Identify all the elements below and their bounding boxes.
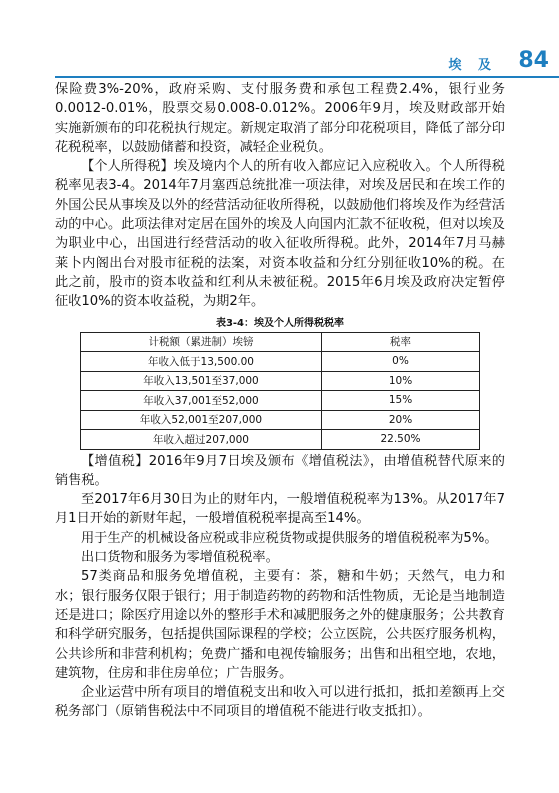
table-cell-bracket: 年收入低于13,500.00 <box>81 352 322 372</box>
table-cell-rate: 15% <box>322 391 480 411</box>
income-tax-rate-table <box>80 332 480 450</box>
table-cell-bracket: 年收入52,001至207,000 <box>81 410 322 430</box>
paragraph-vat-machinery-rate: 用于生产的机械设备应税或非应税货物或提供服务的增值税税率为5%。 <box>81 530 498 546</box>
paragraph-vat-exemptions: 57类商品和服务免增值税，主要有：茶，糖和牛奶；天然气，电力和水；银行服务仅限于银行；用于制造药物的药物和活性物质，无论是当地制造还是进口；除医疗用途以外的整形手术和减肥服务之外的健康服务；公共教育和科学研究服务，包括提供国际课程的学校；公立医院，公共医疗服务机构，公共诊所和非营利机构；免费广播和电视传输服务；出售和出租空地，农地，建筑物，住房和非住房单位；广告服务。 <box>55 569 505 681</box>
table-row <box>81 410 480 430</box>
table-row <box>81 430 480 450</box>
table-cell-rate: 0% <box>322 352 480 372</box>
table-header-row <box>81 332 480 352</box>
paragraph-vat-general-rate: 至2017年6月30日为止的财年内，一般增值税税率为13%。从2017年7月1日开始的新财年起，一般增值税税率提高至14%。 <box>55 492 505 527</box>
page-number: 84 <box>518 48 549 73</box>
table-row <box>81 352 480 372</box>
table-row <box>81 371 480 391</box>
table-cell-rate: 10% <box>322 371 480 391</box>
paragraph-personal-income-tax: 【个人所得税】埃及境内个人的所有收入都应记入应税收入。个人所得税税率见表3-4。2014年7月塞西总统批准一项法律，对埃及居民和在埃工作的外国公民从事埃及以外的经营活动征收所得税，以鼓励他们将埃及作为经营活动的中心。此项法律对定居在国外的埃及人向国内汇款不征收税，但对以埃及为职业中心，出国进行经营活动的收入征收所得税。此外，2014年7月马赫莱卜内阁出台对股市征税的法案，对资本收益和分红分别征收10%的税。在此之前，股市的资本收益和红利从未被征税。2015年6月埃及政府决定暂停征收10%的资本收益税，为期2年。 <box>55 159 505 310</box>
column-header-rate: 税率 <box>322 332 480 352</box>
table-caption: 表3-4：埃及个人所得税税率 <box>215 317 345 329</box>
table-cell-bracket: 年收入13,501至37,000 <box>81 371 322 391</box>
table-row <box>81 391 480 411</box>
paragraph-vat-export-zero: 出口货物和服务为零增值税税率。 <box>81 550 279 566</box>
table-cell-rate: 22.50% <box>322 430 480 450</box>
running-title: 埃 及 <box>448 58 497 73</box>
header-divider <box>55 76 559 78</box>
page-header <box>0 0 559 72</box>
table-cell-bracket: 年收入37,001至52,000 <box>81 391 322 411</box>
paragraph-vat-deduction: 企业运营中所有项目的增值税支出和收入可以进行抵扣，抵扣差额再上交税务部门（原销售税法中不同项目的增值税不能进行收支抵扣）。 <box>55 685 505 720</box>
table-cell-rate: 20% <box>322 410 480 430</box>
table-cell-bracket: 年收入超过207,000 <box>81 430 322 450</box>
page-body <box>55 80 505 722</box>
tax-rate-table-wrapper <box>55 332 505 450</box>
column-header-taxable-amount: 计税额（累进制）埃镑 <box>81 332 322 352</box>
paragraph-stamp-duty: 保险费3%-20%，政府采购、支付服务费和承包工程费2.4%，银行业务0.0012-0.01%，股票交易0.008-0.012%。2006年9月，埃及财政部开始实施新颁布的印花税执行规定。新规定取消了部分印花税项目，降低了部分印花税税率，以鼓励储蓄和投资，减轻企业税负。 <box>55 82 505 155</box>
paragraph-vat-intro: 【增值税】2016年9月7日埃及颁布《增值税法》，由增值税替代原来的销售税。 <box>55 453 505 488</box>
